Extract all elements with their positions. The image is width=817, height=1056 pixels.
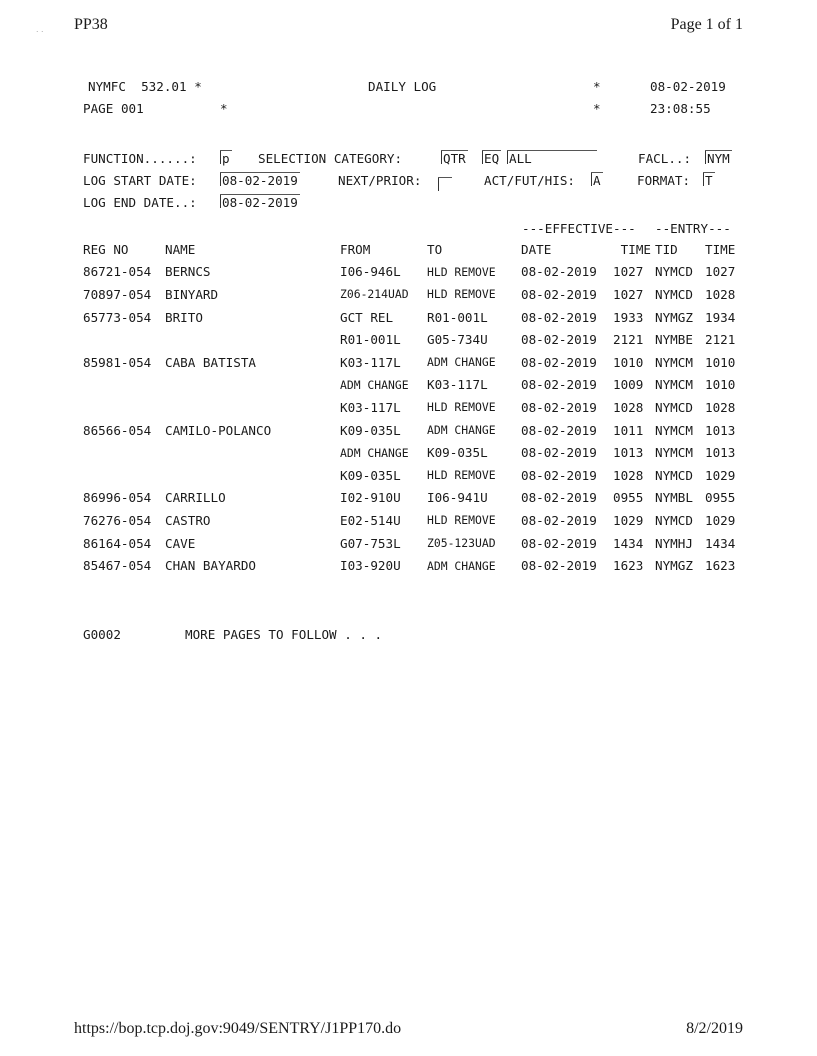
star-marker: * (194, 79, 202, 94)
eff-date-cell: 08-02-2019 (521, 286, 597, 302)
entry-group-header: --ENTRY--- (655, 221, 731, 236)
system-id (88, 76, 202, 98)
act-fut-his-field[interactable] (593, 170, 601, 192)
format-field[interactable] (705, 170, 713, 192)
name-cell: CASTRO (165, 512, 211, 528)
name-cell (165, 441, 340, 464)
log-end-input[interactable]: 08-02-2019 (222, 192, 298, 214)
table-row (83, 554, 741, 577)
name-cell: CABA BATISTA (165, 354, 256, 370)
eff-time-cell: 0955 (613, 490, 644, 506)
eff-time-cell: 1027 (613, 264, 644, 280)
eff-date-cell: 08-02-2019 (521, 264, 597, 280)
format-label: FORMAT: (637, 173, 691, 188)
from-cell: K09-035L (340, 467, 401, 483)
to-cell: HLD REMOVE (427, 400, 496, 415)
daily-log-table (83, 238, 741, 577)
reg-no-cell (83, 328, 165, 351)
reg-no-cell: 86721-054 (83, 264, 152, 280)
entry-time-cell: 1010 (705, 354, 736, 370)
from-cell: GCT REL (340, 309, 394, 325)
effective-group-header: ---EFFECTIVE--- (522, 221, 636, 236)
eff-time-cell: 1027 (613, 286, 644, 302)
table-row (83, 419, 741, 442)
entry-time-cell: 2121 (705, 332, 736, 348)
name-cell: CAMILO-POLANCO (165, 422, 272, 438)
page-number: 001 (120, 101, 144, 116)
name-cell: BINYARD (165, 286, 219, 302)
entry-time-cell: 1010 (705, 377, 736, 393)
to-cell: ADM CHANGE (427, 355, 496, 370)
entry-time-cell: 1029 (705, 467, 736, 483)
selection-qtr-input[interactable]: QTR (443, 148, 466, 170)
scan-mark: . . (36, 24, 44, 34)
col-from: FROM (340, 241, 371, 257)
table-row (83, 306, 741, 329)
eff-date-cell: 08-02-2019 (521, 332, 597, 348)
to-cell: G05-734U (427, 332, 488, 348)
star-marker: * (593, 101, 601, 116)
reg-no-cell (83, 464, 165, 487)
to-cell: HLD REMOVE (427, 513, 496, 528)
from-cell: I03-920U (340, 558, 401, 574)
eff-time-cell: 1013 (613, 445, 644, 461)
from-cell: R01-001L (340, 332, 401, 348)
entry-tid-cell: NYMCM (655, 445, 693, 461)
table-row (83, 351, 741, 374)
eff-date-cell: 08-02-2019 (521, 467, 597, 483)
from-cell: K03-117L (340, 354, 401, 370)
name-cell: CARRILLO (165, 490, 226, 506)
name-cell: CHAN BAYARDO (165, 558, 256, 574)
print-date: 8/2/2019 (686, 1020, 743, 1037)
reg-no-cell: 86566-054 (83, 422, 152, 438)
col-eff-date: DATE (521, 241, 552, 257)
act-fut-his-input[interactable]: A (593, 170, 601, 192)
entry-tid-cell: NYMCM (655, 354, 693, 370)
from-cell: Z06-214UAD (340, 287, 409, 302)
act-fut-his-label: ACT/FUT/HIS: (484, 173, 575, 188)
page-count: Page 1 of 1 (670, 16, 743, 33)
selection-category-label: SELECTION CATEGORY: (258, 151, 403, 166)
name-cell: CAVE (165, 535, 196, 551)
entry-time-cell: 1027 (705, 264, 736, 280)
system-version: 532.01 (141, 79, 187, 94)
page-indicator (83, 98, 144, 120)
to-cell: HLD REMOVE (427, 287, 496, 302)
reg-no-cell: 76276-054 (83, 512, 152, 528)
name-cell (165, 464, 340, 487)
eff-date-cell: 08-02-2019 (521, 377, 597, 393)
to-cell: HLD REMOVE (427, 468, 496, 483)
table-row (83, 396, 741, 419)
function-field[interactable] (222, 148, 230, 170)
eff-time-cell: 1933 (613, 309, 644, 325)
entry-tid-cell: NYMBL (655, 490, 693, 506)
reg-no-cell (83, 441, 165, 464)
entry-tid-cell: NYMCM (655, 422, 693, 438)
table-body (83, 261, 741, 577)
from-cell: ADM CHANGE (340, 377, 409, 392)
eff-date-cell: 08-02-2019 (521, 445, 597, 461)
log-start-field[interactable] (222, 170, 298, 192)
table-row (83, 283, 741, 306)
table-row (83, 509, 741, 532)
from-cell: E02-514U (340, 512, 401, 528)
reg-no-cell: 85981-054 (83, 354, 152, 370)
format-input[interactable]: T (705, 170, 713, 192)
table-row (83, 261, 741, 284)
reg-no-cell (83, 374, 165, 397)
to-cell: K09-035L (427, 445, 488, 461)
eff-time-cell: 1010 (613, 354, 644, 370)
entry-tid-cell: NYMGZ (655, 309, 693, 325)
eff-time-cell: 1029 (613, 512, 644, 528)
from-cell: ADM CHANGE (340, 445, 409, 460)
reg-no-cell (83, 396, 165, 419)
name-cell (165, 374, 340, 397)
next-prior-field[interactable] (440, 170, 450, 192)
selection-qtr[interactable] (443, 148, 466, 170)
entry-tid-cell: NYMCD (655, 264, 693, 280)
to-cell: I06-941U (427, 490, 488, 506)
reg-no-cell: 86164-054 (83, 535, 152, 551)
eff-time-cell: 1028 (613, 467, 644, 483)
selection-eq[interactable] (484, 148, 499, 170)
entry-time-cell: 1434 (705, 535, 736, 551)
entry-tid-cell: NYMBE (655, 332, 693, 348)
entry-tid-cell: NYMCD (655, 467, 693, 483)
name-cell: BRITO (165, 309, 203, 325)
log-end-field[interactable] (222, 192, 298, 214)
to-cell: K03-117L (427, 377, 488, 393)
reg-no-cell: 85467-054 (83, 558, 152, 574)
entry-time-cell: 1013 (705, 445, 736, 461)
source-url: https://bop.tcp.doj.gov:9049/SENTRY/J1PP170.do (74, 1020, 402, 1037)
star-marker: * (593, 79, 601, 94)
next-prior-label: NEXT/PRIOR: (338, 173, 422, 188)
col-eff-time: TIME (620, 241, 651, 257)
system-name: NYMFC (88, 79, 126, 94)
table-row (83, 487, 741, 510)
name-cell (165, 328, 340, 351)
entry-time-cell: 1028 (705, 399, 736, 415)
eff-time-cell: 1434 (613, 535, 644, 551)
eff-time-cell: 1011 (613, 422, 644, 438)
eff-date-cell: 08-02-2019 (521, 490, 597, 506)
from-cell: K03-117L (340, 399, 401, 415)
message-text: MORE PAGES TO FOLLOW . . . (185, 627, 383, 642)
reg-no-cell: 86996-054 (83, 490, 152, 506)
eff-date-cell: 08-02-2019 (521, 535, 597, 551)
entry-time-cell: 1013 (705, 422, 736, 438)
page-label: PAGE (83, 101, 114, 116)
log-end-label: LOG END DATE..: (83, 195, 197, 210)
eff-time-cell: 1009 (613, 377, 644, 393)
entry-tid-cell: NYMCD (655, 286, 693, 302)
eff-date-cell: 08-02-2019 (521, 558, 597, 574)
screen-date: 08-02-2019 (650, 79, 726, 94)
facl-field[interactable] (707, 148, 730, 170)
eff-date-cell: 08-02-2019 (521, 422, 597, 438)
entry-time-cell: 0955 (705, 490, 736, 506)
reg-no-cell: 70897-054 (83, 286, 152, 302)
entry-tid-cell: NYMHJ (655, 535, 693, 551)
to-cell: Z05-123UAD (427, 536, 496, 551)
function-input[interactable]: p (222, 148, 230, 170)
entry-tid-cell: NYMCD (655, 512, 693, 528)
entry-tid-cell: NYMCM (655, 377, 693, 393)
col-reg-no: REG NO (83, 241, 129, 257)
selection-all-input[interactable]: ALL (509, 148, 595, 170)
entry-tid-cell: NYMGZ (655, 558, 693, 574)
entry-time-cell: 1623 (705, 558, 736, 574)
entry-time-cell: 1934 (705, 309, 736, 325)
table-row (83, 464, 741, 487)
facl-input[interactable]: NYM (707, 148, 730, 170)
screen-title: DAILY LOG (368, 79, 437, 94)
selection-all[interactable] (509, 148, 595, 170)
table-row (83, 441, 741, 464)
eff-date-cell: 08-02-2019 (521, 399, 597, 415)
eff-time-cell: 1623 (613, 558, 644, 574)
from-cell: G07-753L (340, 535, 401, 551)
from-cell: I02-910U (340, 490, 401, 506)
entry-time-cell: 1028 (705, 286, 736, 302)
eff-date-cell: 08-02-2019 (521, 354, 597, 370)
col-entry-time: TIME (705, 241, 736, 257)
col-name: NAME (165, 241, 196, 257)
page-id: PP38 (74, 16, 108, 33)
table-header-row (83, 238, 741, 261)
to-cell: ADM CHANGE (427, 558, 496, 573)
facl-label: FACL..: (638, 151, 692, 166)
reg-no-cell: 65773-054 (83, 309, 152, 325)
entry-time-cell: 1029 (705, 512, 736, 528)
next-prior-input[interactable] (440, 175, 450, 187)
col-entry-tid: TID (655, 241, 678, 257)
log-start-input[interactable]: 08-02-2019 (222, 170, 298, 192)
screen-time: 23:08:55 (650, 101, 711, 116)
eff-time-cell: 1028 (613, 399, 644, 415)
function-label: FUNCTION......: (83, 151, 197, 166)
table-row (83, 374, 741, 397)
log-start-label: LOG START DATE: (83, 173, 197, 188)
to-cell: ADM CHANGE (427, 423, 496, 438)
table-row (83, 328, 741, 351)
from-cell: I06-946L (340, 264, 401, 280)
table-row (83, 532, 741, 555)
eff-date-cell: 08-02-2019 (521, 512, 597, 528)
eff-time-cell: 2121 (613, 332, 644, 348)
name-cell: BERNCS (165, 264, 211, 280)
eff-date-cell: 08-02-2019 (521, 309, 597, 325)
name-cell (165, 396, 340, 419)
entry-tid-cell: NYMCD (655, 399, 693, 415)
star-marker: * (220, 101, 228, 116)
col-to: TO (427, 241, 443, 257)
to-cell: R01-001L (427, 309, 488, 325)
to-cell: HLD REMOVE (427, 264, 496, 279)
message-code: G0002 (83, 627, 121, 642)
selection-eq-input[interactable]: EQ (484, 148, 499, 170)
from-cell: K09-035L (340, 422, 401, 438)
